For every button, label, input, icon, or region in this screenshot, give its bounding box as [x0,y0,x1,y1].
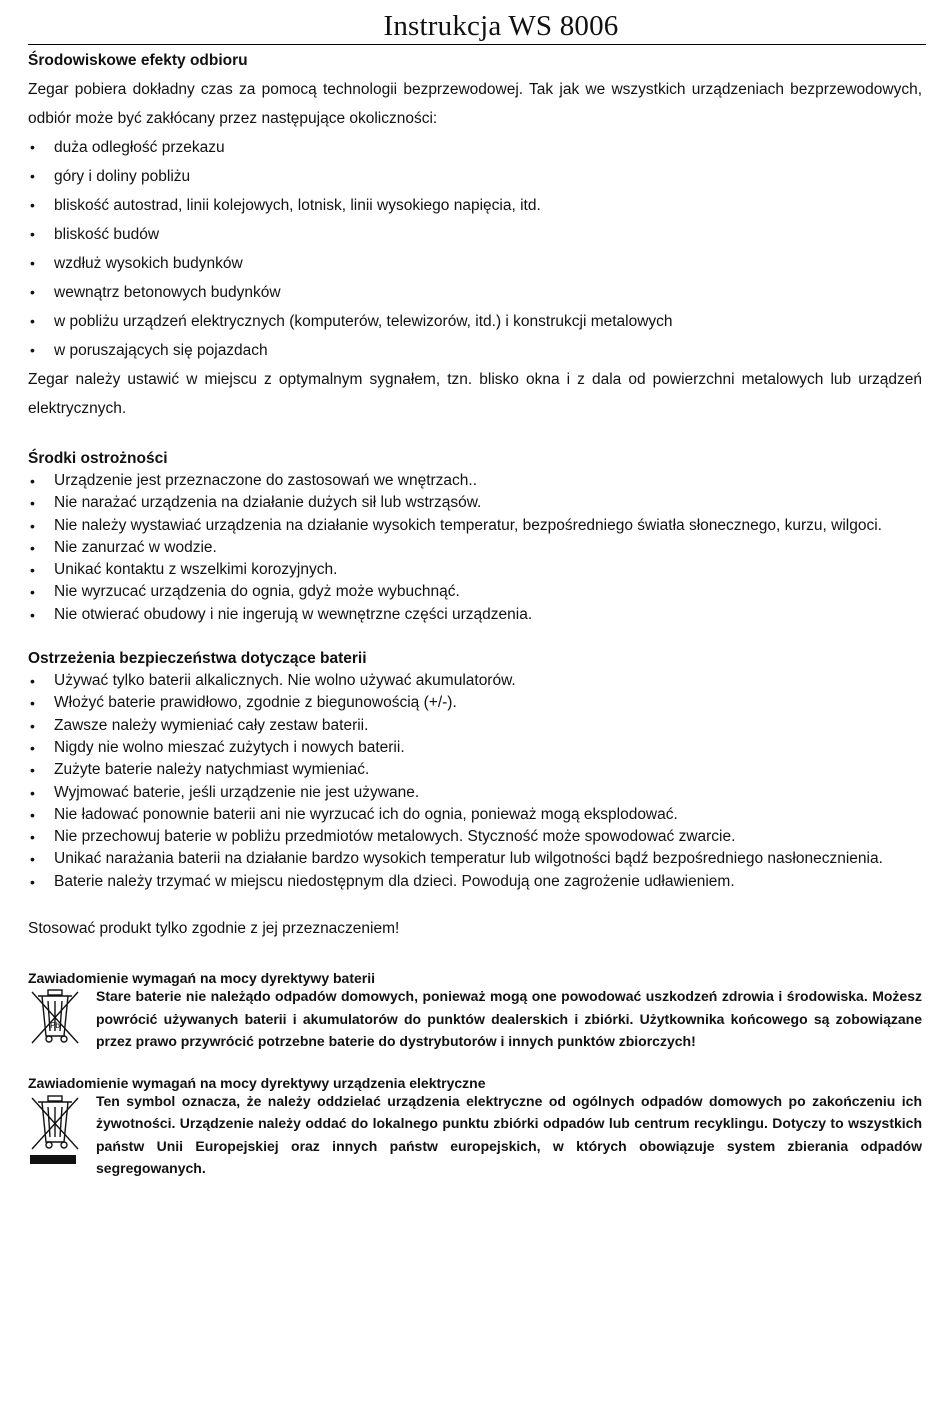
list-item: • w poruszających się pojazdach [30,342,268,359]
weee-directive [28,1093,922,1180]
battery-list [28,670,922,893]
list-item: • Unikać kontaktu z wszelkimi korozyjnych. [30,561,338,579]
usage-note: Stosować produkt tylko zgodnie z jej przeznaczeniem! [28,920,400,938]
list-item: • Nigdy nie wolno mieszać zużytych i nowych baterii. [30,738,405,756]
list-item: • bliskość autostrad, linii kolejowych, lotnisk, linii wysokiego napięcia, itd. [30,197,541,214]
precautions-heading: Środki ostrożności [28,450,168,467]
list-item: • Baterie należy trzymać w miejscu niedostępnym dla dzieci. Powodują one zagrożenie udławieniem. [30,872,735,890]
list-item: • wzdłuż wysokich budynków [30,255,243,272]
battery-directive-text: Stare baterie nie należądo odpadów domowych, ponieważ mogą one powodować uszkodzeń zdrowia i środowiska. Możesz powrócić używanych baterii i akumulatorów do punktów dealerskich i zbiórki. Użytkownika końcowego są zobowiązane przez prawo przywrócić potrzebne baterie do dystrybutorów i innych punktów zbiorczych! [96,988,922,1050]
list-item: • Nie wyrzucać urządzenia do ognia, gdyż może wybuchnąć. [30,583,460,601]
crossed-out-bin-icon [28,988,96,1051]
list-item: • w pobliżu urządzeń elektrycznych (komputerów, telewizorów, itd.) i konstrukcji metalowych [30,313,673,330]
env-heading: Środowiskowe efekty odbioru [28,52,248,69]
list-item: • Zawsze należy wymieniać cały zestaw baterii. [30,716,369,734]
precautions-list [28,470,922,626]
list-item: • Nie otwierać obudowy i nie ingerują w wewnętrzne części urządzenia. [30,605,533,623]
weee-bin-icon [28,1093,96,1170]
list-item: • wewnątrz betonowych budynków [30,284,281,301]
list-item: • góry i doliny pobliżu [30,168,191,185]
battery-heading: Ostrzeżenia bezpieczeństwa dotyczące baterii [28,650,367,668]
weee-directive-heading: Zawiadomienie wymagań na mocy dyrektywy urządzenia elektryczne [28,1074,486,1091]
list-item: • Wyjmować baterie, jeśli urządzenie nie jest używane. [30,783,420,801]
env-list [28,133,922,365]
list-item: • Nie zanurzać w wodzie. [30,538,217,556]
list-item: • Nie należy wystawiać urządzenia na działanie wysokich temperatur, bezpośredniego światła słonecznego, kurzu, wilgoci. [30,516,882,534]
env-outro: Zegar należy ustawić w miejscu z optymalnym sygnałem, tzn. blisko okna i z dala od powierzchni metalowych lub urządzeń elektrycznych. [28,371,922,417]
svg-text:Pb: Pb [50,1021,60,1031]
document-body [28,50,922,1180]
list-item: • Zużyte baterie należy natychmiast wymieniać. [30,761,370,779]
battery-directive [28,988,922,1053]
page-title: Instrukcja WS 8006 [383,10,619,42]
weee-directive-text: Ten symbol oznacza, że należy oddzielać urządzenia elektryczne od ogólnych odpadów domowych po zakończeniu ich żywotności. Urządzenie należy oddać do lokalnego punktu zbiórki odpadów lub centrum recyklingu. Dotyczy to wszystkich państw Unii Europejskiej oraz innych państw europejskich, w których obowiązuje system zbierania odpadów segregowanych. [96,1092,922,1177]
list-item: • duża odległość przekazu [30,139,225,156]
env-intro: Zegar pobiera dokładny czas za pomocą technologii bezprzewodowej. Tak jak we wszystkich urządzeniach bezprzewodowych, odbiór może być zakłócany przez następujące okoliczności: [28,81,922,127]
list-item: • Urządzenie jest przeznaczone do zastosowań we wnętrzach.. [30,472,478,489]
list-item: • Nie przechowuj baterie w pobliżu przedmiotów metalowych. Styczność może spowodować zwarcie. [30,828,736,846]
page-header [28,10,926,45]
list-item: • Używać tylko baterii alkalicznych. Nie wolno używać akumulatorów. [30,672,516,690]
list-item: • Nie narażać urządzenia na działanie dużych sił lub wstrząsów. [30,494,482,512]
list-item: • bliskość budów [30,226,160,243]
list-item: • Włożyć baterie prawidłowo, zgodnie z biegunowością (+/-). [30,694,457,712]
list-item: • Nie ładować ponownie baterii ani nie wyrzucać ich do ognia, ponieważ mogą eksplodować. [30,805,678,823]
battery-directive-heading: Zawiadomienie wymagań na mocy dyrektywy baterii [28,970,376,987]
list-item: • Unikać narażania baterii na działanie bardzo wysokich temperatur lub wilgotności bądź bezpośredniego nasłonecznienia. [30,850,883,868]
